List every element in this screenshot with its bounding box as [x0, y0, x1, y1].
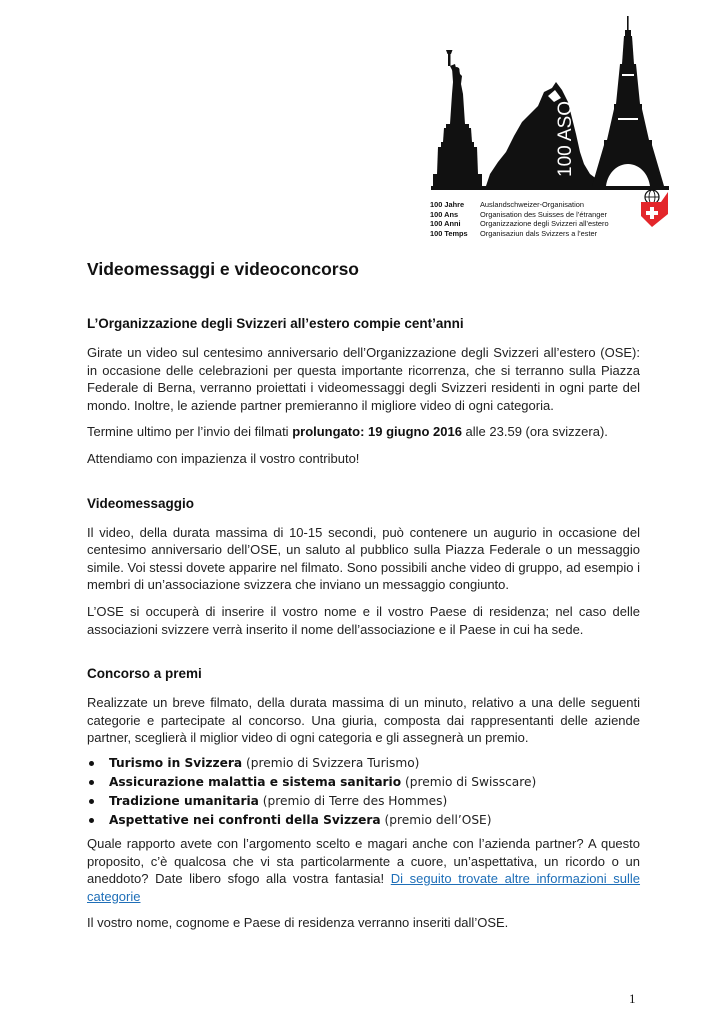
document-body	[87, 257, 640, 932]
logo-row-text: Organizzazione degli Svizzeri all’estero	[480, 219, 609, 229]
category-prize: (premio di Svizzera Turismo)	[242, 755, 420, 770]
logo-row-number: 100 Ans	[430, 209, 459, 219]
category-prize: (premio di Swisscare)	[401, 774, 537, 789]
section-heading-concorso: Concorso a premi	[87, 666, 202, 682]
logo-row-number: 100 Anni	[430, 219, 461, 229]
logo-row	[430, 200, 670, 210]
category-name: Tradizione umanitaria	[109, 793, 259, 808]
deadline-date: prolungato: 19 giugno 2016	[292, 424, 462, 440]
closing-paragraph: Attendiamo con impazienza il vostro contributo!	[87, 450, 360, 466]
aso-100-logo	[428, 14, 672, 238]
bullet-icon	[89, 799, 94, 804]
categories-info-link[interactable]: Di seguito trovate altre informazioni sulle categorie	[87, 871, 641, 904]
logo-row-text: Auslandschweizer-Organisation	[480, 200, 584, 209]
page-title: Videomessaggi e videoconcorso	[87, 259, 359, 279]
section-heading-videomessaggio: Videomessaggio	[87, 495, 195, 511]
bullet-icon	[89, 818, 94, 823]
logo-row-text: Organisaziun dals Svizzers a l’ester	[480, 228, 598, 238]
list-item	[87, 792, 640, 811]
logo-row-number: 100 Jahre	[430, 200, 465, 209]
logo-row-text: Organisation des Suisses de l’étranger	[480, 209, 607, 219]
logo-caption	[430, 200, 670, 238]
videomessaggio-paragraph-2: L’OSE si occuperà di inserire il vostro nome e il vostro Paese di residenza; nel caso delle associazioni svizzere verrà inserito il nome dell’associazione e il Paese in cui ha sede.	[87, 603, 640, 637]
concorso-paragraph: Realizzate un breve filmato, della durata massima di un minuto, relativo a una delle seguenti categorie e partecipate al concorso. Una giuria, composta dai rappresentanti delle aziende partner, sceglierà il miglior video di ogni categoria e gli assegnerà un premio.	[87, 695, 640, 746]
category-prize: (premio dell’OSE)	[380, 812, 492, 827]
videomessaggio-paragraph: Il video, della durata massima di 10-15 secondi, può contenere un augurio in occasione del centesimo anniversario dell’OSE, un saluto al pubblico sulla Piazza Federale o un messaggio simile. Voi stessi dovete apparire nel filmato. Sono possibili anche video di gruppo, ad esempio i membri di un’associazione svizzera che inviano un messaggio congiunto.	[87, 524, 640, 593]
logo-row	[430, 219, 670, 229]
concorso-question-text: Quale rapporto avete con l’argomento scelto e magari anche con l’azienda partner? A questo proposito, c’è qualcosa che vi sta particolarmente a cuore, un’aspettativa, un ricordo o un aneddoto? Date libero sfogo alla vostra fantasia!	[87, 835, 640, 887]
list-item	[87, 754, 640, 773]
logo-row	[430, 229, 670, 239]
bullet-icon	[89, 780, 94, 785]
intro-paragraph: Girate un video sul centesimo anniversario dell’Organizzazione degli Svizzeri all’estero (OSE): in occasione delle celebrazioni per questa importante ricorrenza, che si terranno sulla Piazza Federale di Berna, verranno proiettati i videomessaggi degli Svizzeri residenti in ogni parte del mondo. Inoltre, le aziende partner premieranno il migliore video di ogni categoria.	[87, 345, 640, 413]
deadline-text: Termine ultimo per l’invio dei filmati	[87, 424, 293, 440]
statue-of-liberty-icon	[433, 50, 482, 186]
category-name: Assicurazione malattia e sistema sanitario	[109, 774, 402, 789]
category-name: Turismo in Svizzera	[109, 755, 243, 770]
page-number: 1	[629, 991, 636, 1006]
category-prize: (premio di Terre des Hommes)	[258, 793, 448, 808]
aso-skyline-graphic	[428, 14, 672, 228]
list-item	[87, 773, 640, 792]
category-list	[87, 754, 640, 830]
concorso-paragraph-3: Il vostro nome, cognome e Paese di residenza verranno inseriti dall’OSE.	[87, 915, 509, 931]
logo-row-number: 100 Temps	[430, 228, 468, 238]
logo-row	[430, 210, 670, 220]
concorso-paragraph-2	[87, 835, 640, 905]
list-item	[87, 811, 640, 830]
bullet-icon	[89, 761, 94, 766]
category-name: Aspettative nei confronti della Svizzera	[109, 812, 381, 827]
section-heading-intro: L’Organizzazione degli Svizzeri all’estero compie cent’anni	[87, 316, 464, 331]
eiffel-tower-icon	[592, 16, 664, 186]
deadline-time: alle 23.59 (ora svizzera).	[461, 424, 608, 440]
badge-100-aso: 100 ASO	[555, 100, 576, 177]
deadline-paragraph	[87, 423, 640, 441]
